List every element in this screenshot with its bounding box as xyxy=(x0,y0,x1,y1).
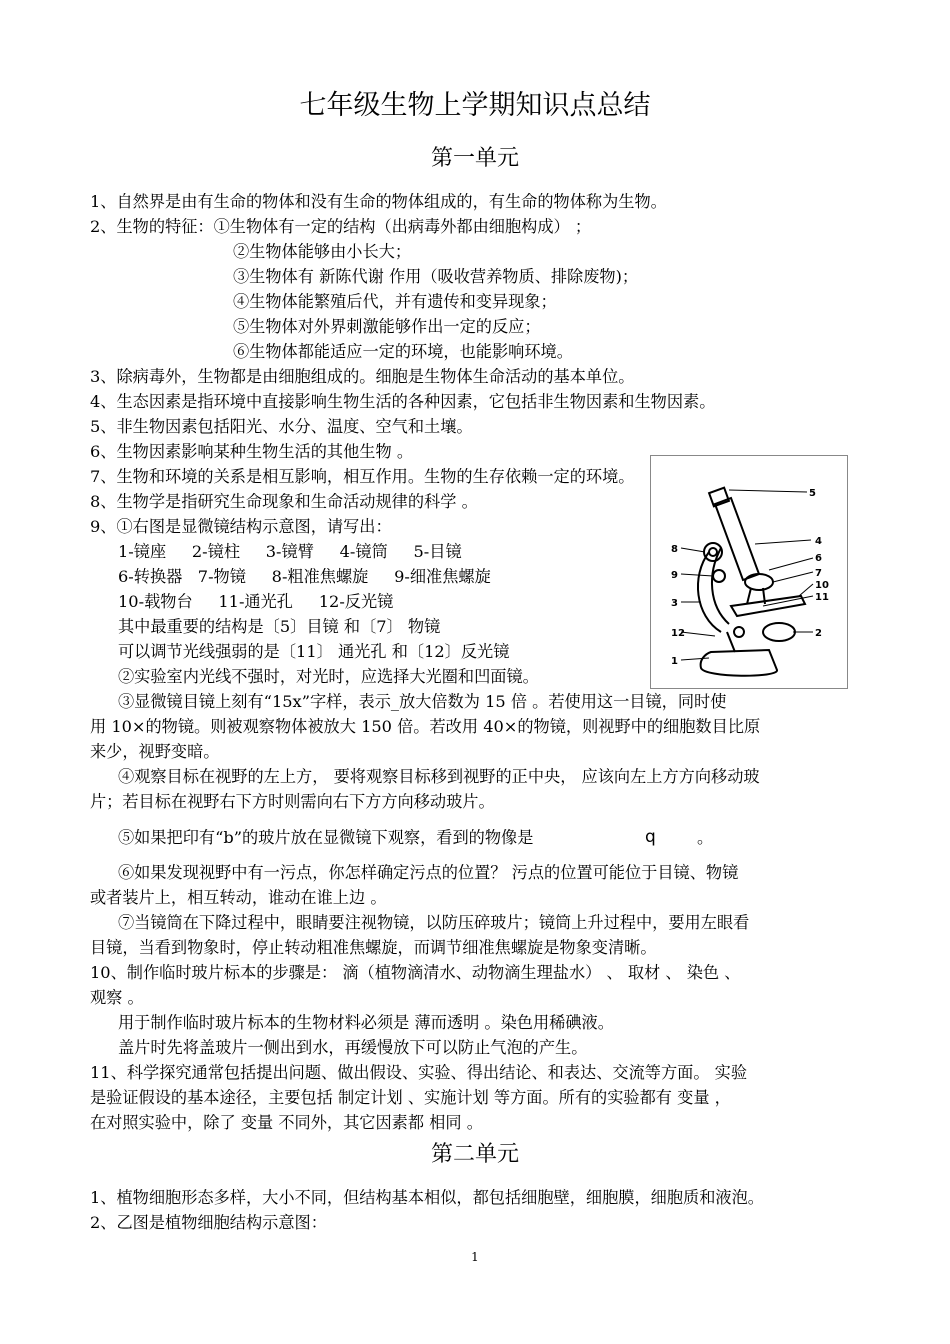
label-6: 6 xyxy=(815,553,822,564)
text-line: 。 xyxy=(697,828,714,847)
text-line: 9、①右图是显微镜结构示意图，请写出： xyxy=(90,517,392,536)
text-line: 8、生物学是指研究生命现象和生命活动规律的科学 。 xyxy=(90,492,478,511)
text-line: 在对照实验中，除了 变量 不同外，其它因素都 相同 。 xyxy=(90,1113,483,1132)
text-line: ②实验室内光线不强时，对光时，应选择大光圈和凹面镜。 xyxy=(118,667,539,686)
text-line: ④生物体能繁殖后代，并有遗传和变异现象； xyxy=(233,292,557,311)
text-line: 2、乙图是植物细胞结构示意图： xyxy=(90,1213,327,1232)
text-line: 1、植物细胞形态多样，大小不同，但结构基本相似，都包括细胞壁，细胞膜，细胞质和液泡。 xyxy=(90,1188,764,1207)
label-8: 8 xyxy=(671,544,678,555)
text-line: 片；若目标在视野右下方时则需向右下方方向移动玻片。 xyxy=(90,792,495,811)
text-line: 7、生物和环境的关系是相互影响，相互作用。生物的生存依赖一定的环境。 xyxy=(90,467,635,486)
page-title: 七年级生物上学期知识点总结 xyxy=(299,90,651,121)
text-line: ③显微镜目镜上刻有“15x”字样，表示_放大倍数为 15 倍 。若使用这一目镜，同时使 xyxy=(118,692,727,711)
unit-2-heading: 第二单元 xyxy=(430,1142,519,1167)
text-line: ②生物体能够由小长大； xyxy=(233,242,412,261)
answer-q: q xyxy=(645,827,656,847)
label-3: 3 xyxy=(671,598,678,609)
label-2: 12 xyxy=(671,628,685,639)
parts-line: 1-镜座 2-镜柱 3-镜臂 4-镜筒 5-目镜 xyxy=(118,542,462,561)
text-line: ⑤生物体对外界刺激能够作出一定的反应； xyxy=(233,317,541,336)
text-line: 或者装片上，相互转动，谁动在谁上边 。 xyxy=(90,888,387,907)
label-1: 1 xyxy=(671,656,678,667)
label-11: 11 xyxy=(815,592,829,603)
text-line: ④观察目标在视野的左上方， 要将观察目标移到视野的正中央， 应该向左上方方向移动玻 xyxy=(118,767,760,786)
text-line: 3、除病毒外，生物都是由细胞组成的。细胞是生物体生命活动的基本单位。 xyxy=(90,367,635,386)
unit-1-heading: 第一单元 xyxy=(430,146,519,171)
text-line: 可以调节光线强弱的是〔11〕 通光孔 和〔12〕反光镜 xyxy=(118,642,510,661)
page-number: 1 xyxy=(471,1250,479,1264)
label-4: 4 xyxy=(815,536,822,547)
text-line: 11、科学探究通常包括提出问题、做出假设、实验、得出结论、和表达、交流等方面。 实验 xyxy=(90,1063,748,1082)
parts-line: 10-载物台 11-通光孔 12-反光镜 xyxy=(118,592,394,611)
text-line: 用于制作临时玻片标本的生物材料必须是 薄而透明 。染色用稀碘液。 xyxy=(118,1013,614,1032)
label-9: 9 xyxy=(671,570,678,581)
text-line: 6、生物因素影响某种生物生活的其他生物 。 xyxy=(90,442,414,461)
text-line: 观察 。 xyxy=(90,988,144,1007)
microscope-illustration xyxy=(651,456,847,688)
text-line: ⑤如果把印有“b”的玻片放在显微镜下观察，看到的物像是 xyxy=(118,828,534,847)
label-10: 10 xyxy=(815,580,829,591)
text-line: 其中最重要的结构是〔5〕目镜 和〔7〕 物镜 xyxy=(118,617,441,636)
text-line: ⑦当镜筒在下降过程中，眼睛要注视物镜，以防压碎玻片；镜筒上升过程中，要用左眼看 xyxy=(118,913,750,932)
text-line: 是验证假设的基本途径，主要包括 制定计划 、实施计划 等方面。所有的实验都有 变量 ， xyxy=(90,1088,731,1107)
label-5: 5 xyxy=(809,488,816,499)
label-7: 7 xyxy=(815,568,822,579)
text-line: 用 10×的物镜。则被观察物体被放大 150 倍。若改用 40×的物镜，则视野中的细胞数目比原 xyxy=(90,717,761,736)
text-line: 10、制作临时玻片标本的步骤是： 滴（植物滴清水、动物滴生理盐水） 、 取材 、 染色 、 xyxy=(90,963,741,982)
text-line: 盖片时先将盖玻片一侧出到水，再缓慢放下可以防止气泡的产生。 xyxy=(118,1038,588,1057)
parts-line: 6-转换器 7-物镜 8-粗准焦螺旋 9-细准焦螺旋 xyxy=(118,567,491,586)
text-line: 2、生物的特征：①生物体有一定的结构（出病毒外都由细胞构成） ； xyxy=(90,217,592,236)
text-line: 4、生态因素是指环境中直接影响生物生活的各种因素，它包括非生物因素和生物因素。 xyxy=(90,392,716,411)
text-line: 5、非生物因素包括阳光、水分、温度、空气和土壤。 xyxy=(90,417,473,436)
text-line: 1、自然界是由有生命的物体和没有生命的物体组成的，有生命的物体称为生物。 xyxy=(90,192,667,211)
microscope-figure xyxy=(650,455,848,689)
text-line: 来少，视野变暗。 xyxy=(90,742,220,761)
label-12: 2 xyxy=(815,628,822,639)
text-line: ⑥生物体都能适应一定的环境，也能影响环境。 xyxy=(233,342,573,361)
text-line: 目镜，当看到物象时，停止转动粗准焦螺旋，而调节细准焦螺旋是物象变清晰。 xyxy=(90,938,657,957)
text-line: ⑥如果发现视野中有一污点，你怎样确定污点的位置？ 污点的位置可能位于目镜、物镜 xyxy=(118,863,739,882)
text-line: ③生物体有 新陈代谢 作用（吸收营养物质、排除废物)； xyxy=(233,267,639,286)
